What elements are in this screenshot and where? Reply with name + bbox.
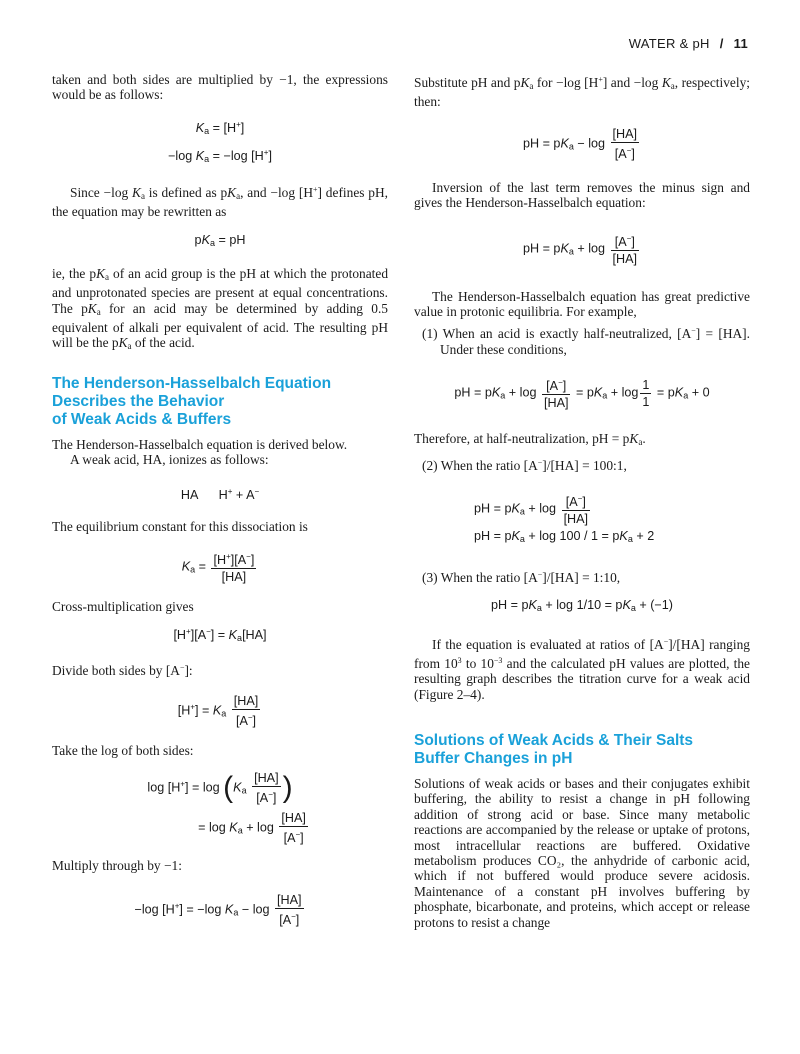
paragraph: A weak acid, HA, ionizes as follows:	[70, 452, 269, 468]
paragraph: Divide both sides by [A−]:	[52, 663, 193, 679]
equation-line: pH = $pK_a + \log 100 / 1 = pK_a + 2$	[474, 529, 655, 545]
list-item: (3) When the ratio [A−]/[HA] = 1:10,	[422, 570, 621, 586]
equation-ka-h	[52, 117, 388, 168]
paragraph: The equilibrium constant for this dissociation is	[52, 519, 308, 535]
equation-ratio-1-10: pH = $pK_a + \log 1/10 = pK_a + (-1)$	[491, 597, 673, 613]
equation-ratio-100	[414, 491, 750, 547]
equation-line: $K_a = [H^+]$	[195, 119, 245, 136]
paragraph: Solutions of weak acids or bases and their conjugates exhibit buffering, the ability to resist a change in pH following addition of strong acid or base. Since many metabolic reactions are accompanied by the release or uptake of protons, most intracellular reactions are buffered. Oxidative metabolism produces CO₂, the anhydride of carbonic acid, which if not buffered would produce severe acidosis. Maintenance of a constant pH involves buffering by phosphate, bicarbonate, and proteins, which accept or release protons to resist a change	[414, 775, 750, 930]
equation-negated: −log [H+] = −log $K_a - \log$ $\frac{[HA]}{[A^-]}$	[134, 892, 302, 927]
paragraph: Since −log $K_a$ is defined as $pK_a$, and −log [H+] defines pH, the equation may be rewritten as	[52, 184, 388, 220]
section-title: WATER & pH	[628, 36, 710, 51]
equation-equilibrium-constant: $K_a$ = $\frac{[H^+][A^-]}{[HA]}$	[52, 549, 388, 585]
paragraph: Inversion of the last term removes the minus sign and gives the Henderson-Hasselbalch equation:	[414, 179, 750, 211]
paragraph: Multiply through by −1:	[52, 858, 182, 874]
header-separator: /	[719, 36, 724, 51]
paragraph: Cross-multiplication gives	[52, 598, 194, 614]
list-item: (1) When an acid is exactly half-neutralized, [A−] = [HA]. Under these conditions,	[422, 326, 750, 357]
equation-ionization: HA H+ + A−	[180, 486, 260, 502]
equation-log-both-sides	[52, 770, 388, 846]
equation-divided: $[H^+] = K_a$ $\frac{[HA]}{[A^-]}$	[177, 693, 259, 728]
equation-substituted: pH = $pK_a - \log$ $\frac{[HA]}{[A^-]}$	[522, 126, 638, 161]
equation-line: −log $K_a = -\log$ [H+]	[168, 148, 272, 165]
running-header	[629, 36, 748, 51]
equation-henderson-hasselbalch: pH = $pK_a + \log$ $\frac{[A^-]}{[HA]}$	[414, 231, 750, 267]
paragraph: The Henderson-Hasselbalch equation is derived below.	[52, 436, 348, 452]
equation-line: pH = $pK_a + \log$ $\frac{[A^-]}{[HA]}$	[414, 491, 750, 527]
list-item: (2) When the ratio [A−]/[HA] = 100:1,	[422, 457, 627, 473]
equation-cross-multiplied: $[H^+][A^-] = K_a[HA]$	[173, 626, 267, 643]
paragraph: If the equation is evaluated at ratios of [A−]/[HA] ranging from $10^3$ to $10^{-3}$ and the calculated pH values are plotted, the resulting graph describes the titration curve for a weak acid (Figure 2–4).	[414, 637, 750, 702]
right-column	[414, 72, 750, 930]
section-heading: The Henderson-Hasselbalch Equation Describes the Behavior of Weak Acids & Buffers	[52, 374, 332, 428]
paragraph: Substitute pH and $pK_a$ for −log [H+] and −log $K_a$, respectively; then:	[414, 75, 751, 110]
paragraph: The Henderson-Hasselbalch equation has great predictive value in protonic equilibria. For example,	[414, 288, 750, 320]
paragraph: ie, the $pK_a$ of an acid group is the pH at which the protonated and unprotonated species are present at equal concentrations. The $pK_a$ for an acid may be determined by adding 0.5 equivalent of alkali per equivalent of acid. The resulting pH will be the $pK_a$ of the acid.	[52, 265, 389, 352]
page-number: 11	[733, 36, 748, 51]
equation-line: = $\log K_a + \log$ $\frac{[HA]}{[A^-]}$	[198, 811, 306, 846]
equation-half-neutralized: pH = $pK_a + \log$ $\frac{[A^-]}{[HA]}$ = $pK_a + \log$ $\frac{1}{1}$ = $pK_a + 0$	[414, 375, 750, 411]
section-heading: Solutions of Weak Acids & Their Salts Buffer Changes in pH	[414, 731, 694, 767]
paragraph: Therefore, at half-neutralization, pH = $pK_a$.	[414, 431, 646, 448]
paragraph: Take the log of both sides:	[52, 742, 194, 758]
equation-pka-ph: $pK_a$ = pH	[194, 233, 246, 249]
paragraph: taken and both sides are multiplied by −1, the expressions would be as follows:	[52, 72, 388, 103]
left-column	[52, 72, 388, 942]
equation-line: $\log [H^+] = \log (K_a$ $\frac{[HA]}{[A^-]}$ )	[147, 771, 293, 806]
